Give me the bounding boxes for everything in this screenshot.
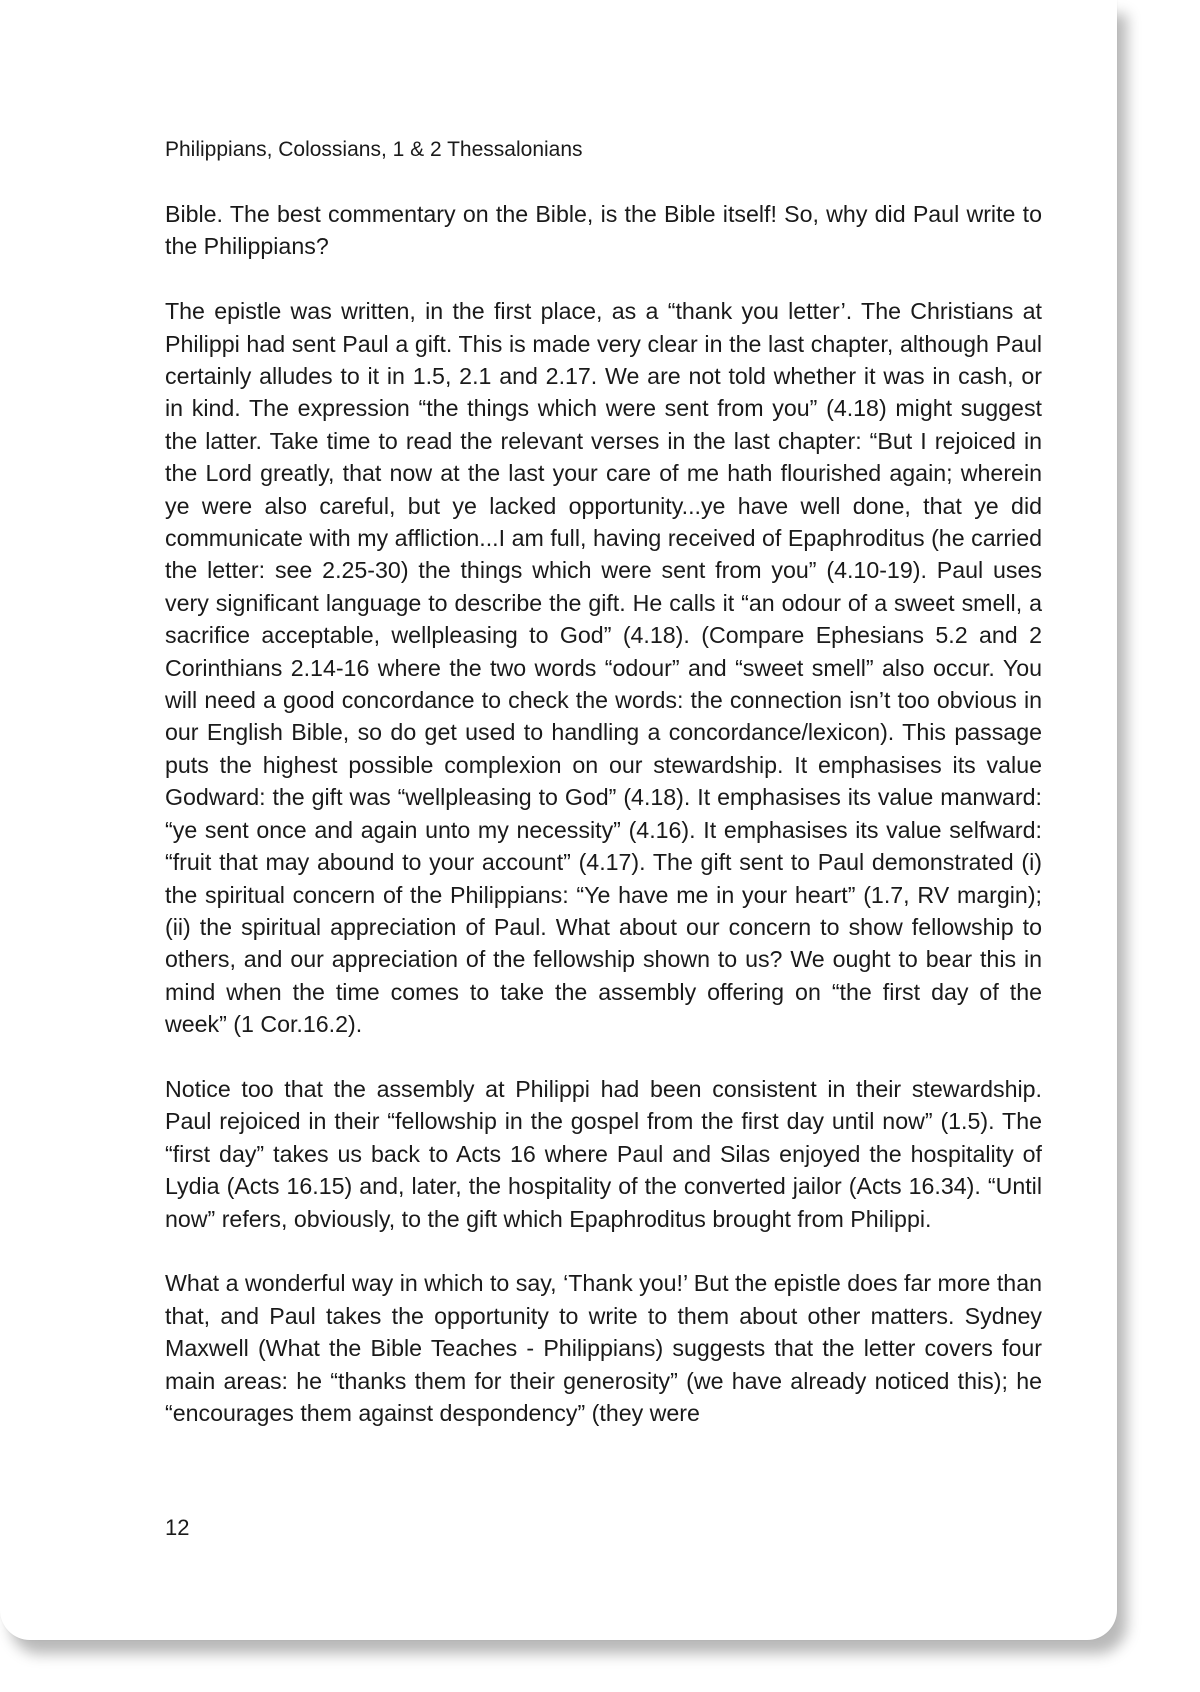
paragraph: Bible. The best commentary on the Bible, is the Bible itself! So, why did Paul write to the Philippians? <box>165 201 1042 260</box>
body-text <box>165 198 1042 1429</box>
paragraph: The epistle was written, in the first place, as a “thank you letter’. The Christians at Philippi had sent Paul a gift. This is made very clear in the last chapter, although Paul certainly alludes to it in 1.5, 2.1 and 2.17. We are not told whether it was in cash, or in kind. The expression “the things which were sent from you” (4.18) might suggest the latter. Take time to read the relevant verses in the last chapter: “But I rejoiced in the Lord greatly, that now at the last your care of me hath flourished again; wherein ye were also careful, but ye lacked opportunity...ye have well done, that ye did communicate with my affliction...I am full, having received of Epaphroditus (he carried the letter: see 2.25-30) the things which were sent from you” (4.10-19). Paul uses very significant language to describe the gift. He calls it “an odour of a sweet smell, a sacrifice acceptable, wellpleasing to God” (4.18). (Compare Ephesians 5.2 and 2 Corinthians 2.14-16 where the two words “odour” and “sweet smell” also occur. You will need a good concordance to check the words: the connection isn’t too obvious in our English Bible, so do get used to handling a concordance/lexicon). This passage puts the highest possible complexion on our stewardship. It emphasises its value Godward: the gift was “wellpleasing to God” (4.18). It emphasises its value manward: “ye sent once and again unto my necessity” (4.16). It emphasises its value selfward: “fruit that may abound to your account” (4.17). The gift sent to Paul demonstrated (i) the spiritual concern of the Philippians: “Ye have me in your heart” (1.7, RV margin); (ii) the spiritual appreciation of Paul. What about our concern to show fellowship to others, and our appreciation of the fellowship shown to us? We ought to bear this in mind when the time comes to take the assembly offering on “the first day of the week” (1 Cor.16.2). <box>165 298 1042 1038</box>
paragraph: What a wonderful way in which to say, ‘Thank you!’ But the epistle does far more than that, and Paul takes the opportunity to write to them about other matters. Sydney Maxwell (What the Bible Teaches - Philippians) suggests that the letter covers four main areas: he “thanks them for their generosity” (we have already noticed this); he “encourages them against despondency” (they were <box>165 1270 1042 1426</box>
page-number: 12 <box>165 1515 190 1540</box>
running-head: Philippians, Colossians, 1 & 2 Thessalonians <box>165 138 583 161</box>
paragraph: Notice too that the assembly at Philippi had been consistent in their stewardship. Paul rejoiced in their “fellowship in the gospel from the first day until now” (1.5). The “first day” takes us back to Acts 16 where Paul and Silas enjoyed the hospitality of Lydia (Acts 16.15) and, later, the hospitality of the converted jailor (Acts 16.34). “Until now” refers, obviously, to the gift which Epaphroditus brought from Philippi. <box>165 1075 1042 1232</box>
